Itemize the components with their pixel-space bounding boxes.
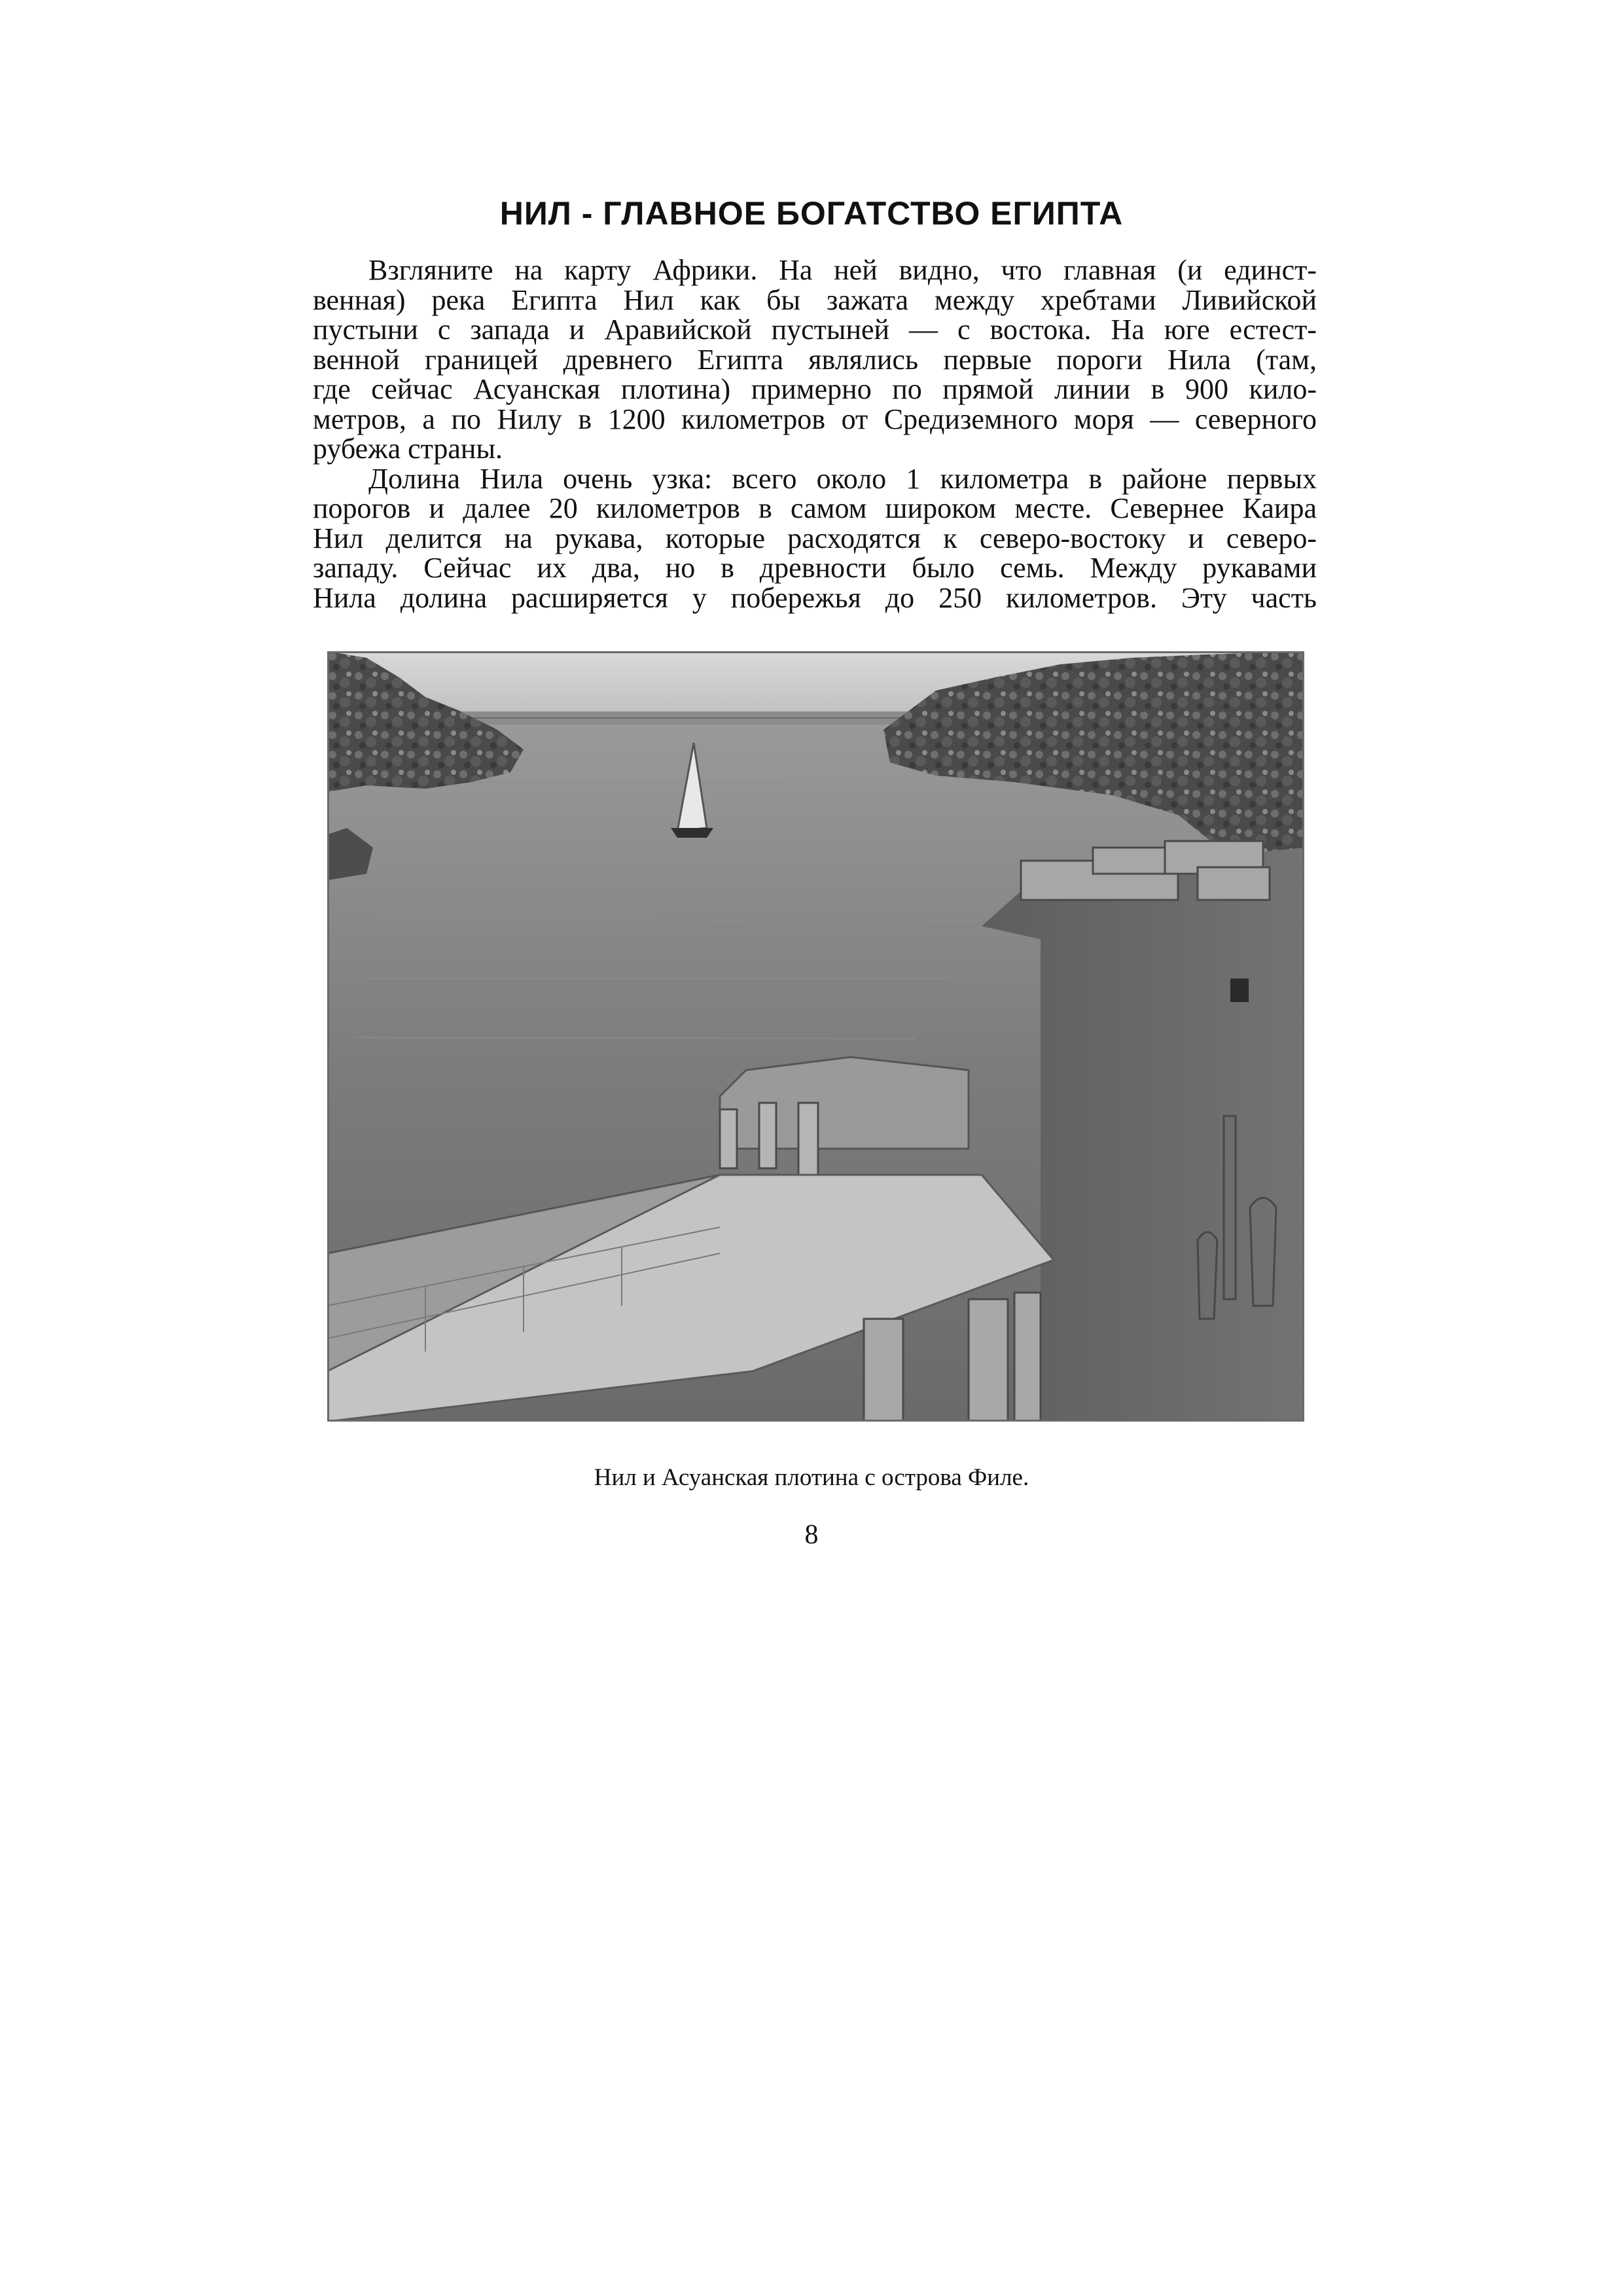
- ruined-walls: [720, 1057, 969, 1149]
- text-line: порогов и далее 20 километров в самом широком месте. Севернее Каира: [313, 492, 1317, 524]
- text-line: пустыни с запада и Аравийской пустыней — с востока. На юге естест-: [313, 314, 1317, 346]
- nile-photo: [327, 651, 1304, 1422]
- text-line: Нил делится на рукава, которые расходятся к северо-востоку и северо-: [313, 522, 1317, 554]
- text-line: венная) река Египта Нил как бы зажата между хребтами Ливийской: [313, 283, 1317, 316]
- text-line: западу. Сейчас их два, но в древности было семь. Между рукавами: [313, 552, 1317, 584]
- ruin-columns: [720, 1103, 818, 1175]
- text-line: Долина Нила очень узка: всего около 1 километра в районе первых: [368, 462, 1317, 495]
- text-line: рубежа страны.: [313, 433, 503, 465]
- text-line: где сейчас Асуанская плотина) примерно по прямой линии в 900 кило-: [313, 373, 1317, 405]
- text-line: Взгляните на карту Африки. На ней видно, что главная (и единст-: [368, 254, 1317, 286]
- page-title: НИЛ - ГЛАВНОЕ БОГАТСТВО ЕГИПТА: [499, 195, 1124, 232]
- body-text: [313, 255, 1317, 613]
- pylon-window: [1230, 978, 1249, 1002]
- text-line: метров, а по Нилу в 1200 километров от Средиземного моря — северного: [313, 403, 1317, 435]
- text-line: венной границей древнего Египта являлись первые пороги Нила (там,: [313, 343, 1317, 376]
- page-number: 8: [804, 1520, 819, 1550]
- text-line: Нила долина расширяется у побережья до 250 километров. Эту часть: [313, 581, 1317, 614]
- paragraph-1: [313, 255, 1317, 464]
- figure-caption: Нил и Асуанская плотина с острова Филе.: [594, 1464, 1029, 1491]
- paragraph-2: [313, 464, 1317, 613]
